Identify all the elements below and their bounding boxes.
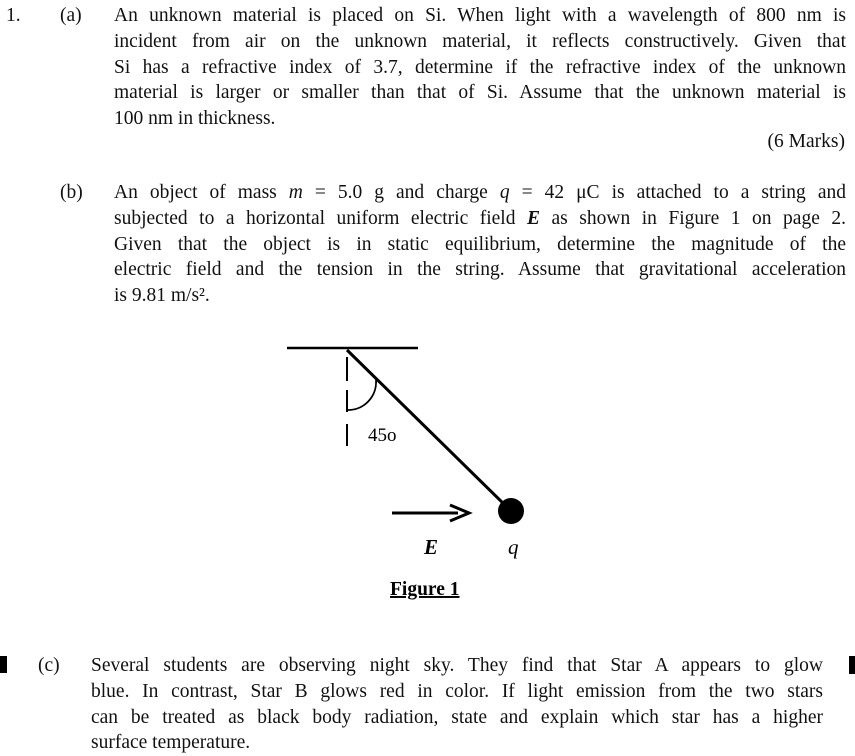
part-a-line-4: material is larger or smaller than that of Si. Assume that the unknown material is (114, 82, 846, 104)
part-b-line-3: Given that the object is in static equilibrium, determine the magnitude of the (114, 233, 846, 255)
part-a-label: (a) (60, 5, 82, 26)
part-c-line-1: Several students are observing night sky. They find that Star A appears to glow (91, 655, 823, 676)
charge-symbol: q (499, 182, 510, 203)
part-a-line-2: incident from air on the unknown material, it reflects constructively. Given that (114, 30, 846, 52)
part-c-label: (c) (38, 655, 60, 676)
part-a-marks: (6 Marks) (767, 131, 845, 152)
part-b-label: (b) (60, 182, 83, 203)
right-margin-marker (849, 656, 855, 674)
angle-label: 45o (368, 425, 397, 446)
part-a-line-5: 100 nm in thickness. (114, 108, 276, 130)
part-a-line-3: Si has a refractive index of 3.7, determine if the refractive index of the unknown (114, 56, 846, 78)
field-label: E (424, 535, 439, 559)
charge-label: q (508, 535, 519, 559)
part-c-line-4: surface temperature. (91, 732, 251, 754)
part-b-text-span: as shown in Figure 1 on page 2. (540, 207, 846, 229)
part-b-text-span: = 5.0 g and charge (302, 182, 500, 203)
charged-object (498, 498, 524, 524)
mass-symbol: m (288, 182, 303, 203)
part-c-line-2: blue. In contrast, Star B glows red in color. If light emission from the two stars (91, 680, 823, 702)
part-b-text-span: subjected to a horizontal uniform electric field (114, 207, 527, 229)
part-b-text-span: An object of mass (114, 182, 289, 203)
part-a-line-1: An unknown material is placed on Si. When light with a wavelength of 800 nm is (114, 5, 846, 26)
field-symbol: E (527, 207, 541, 229)
part-b-text-span: = 42 μC is attached to a string and (509, 182, 846, 203)
left-margin-marker (0, 656, 7, 673)
part-c-text (91, 653, 823, 756)
part-b-line-4: electric field and the tension in the string. Assume that gravitational acceleration (114, 259, 846, 281)
question-number: 1. (6, 5, 21, 26)
figure-caption: Figure 1 (390, 579, 460, 600)
part-b-line-5: is 9.81 m/s². (114, 285, 210, 307)
angle-arc (347, 380, 376, 410)
part-c-line-3: can be treated as black body radiation, state and explain which star has a higher (91, 706, 823, 728)
